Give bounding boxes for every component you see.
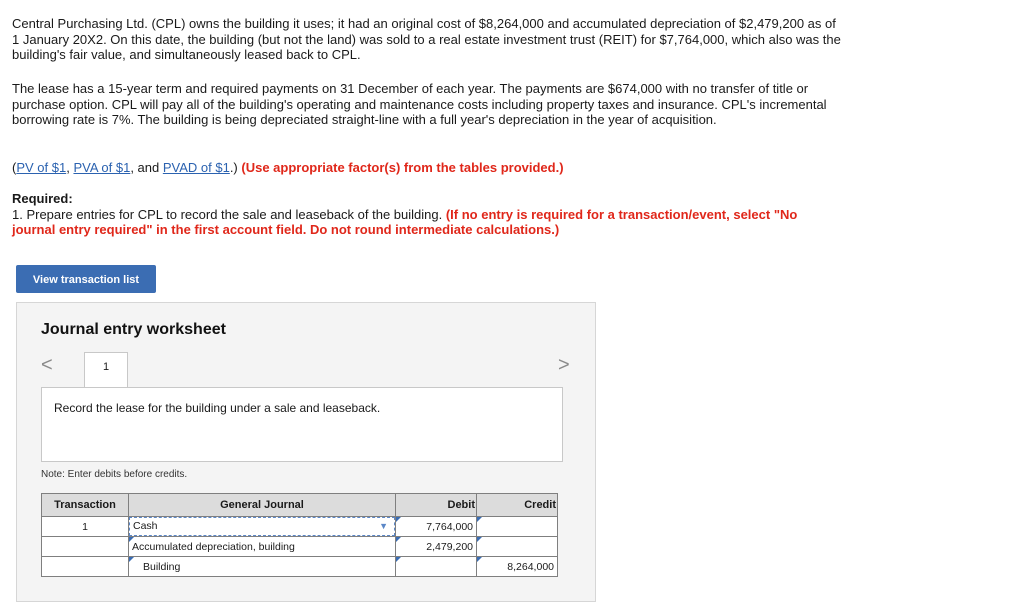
cell-marker-icon <box>477 517 482 522</box>
table-row <box>42 517 558 537</box>
row-transaction: 1 <box>42 517 129 537</box>
debit-value: 2,479,200 <box>426 540 473 553</box>
problem-paragraph-2: The lease has a 15-year term and required payments on 31 December of each year. The payments are $674,000 with no transfer of title or purchase option. CPL will pay all of the building's operating and maintenance costs including property taxes and insurance. CPL's incremental borrowing rate is 7%. The building is being depreciated straight-line with a full year's depreciation in the year of acquisition. <box>12 81 827 128</box>
worksheet-title: Journal entry worksheet <box>41 321 226 338</box>
factors-sep-2: , and <box>130 160 163 175</box>
debit-input[interactable] <box>396 517 477 537</box>
factors-sep-1: , <box>66 160 74 175</box>
credit-input[interactable] <box>477 557 558 577</box>
pv-table-link[interactable]: PV of $1 <box>16 160 67 175</box>
row-transaction <box>42 557 129 577</box>
col-transaction: Transaction <box>42 494 129 517</box>
journal-table <box>41 493 558 577</box>
cell-marker-icon <box>477 557 482 562</box>
worksheet-tab-1[interactable]: 1 <box>84 352 128 388</box>
col-credit: Credit <box>477 494 558 517</box>
pva-table-link[interactable]: PVA of $1 <box>73 160 131 175</box>
table-row <box>42 537 558 557</box>
pvad-table-link[interactable]: PVAD of $1 <box>162 160 230 175</box>
required-note: (If no entry is required for a transaction/event, select "No journal entry required" in the first account field. Do not round intermediate calculations.) <box>12 206 798 238</box>
factors-open: ( <box>12 160 17 175</box>
chevron-left-icon[interactable]: < <box>41 354 53 376</box>
factor-tables-line <box>12 160 842 176</box>
col-general-journal: General Journal <box>129 494 396 517</box>
required-section <box>12 191 842 238</box>
col-debit: Debit <box>396 494 477 517</box>
view-transaction-list-button[interactable]: View transaction list <box>16 265 156 293</box>
problem-paragraph-1: Central Purchasing Ltd. (CPL) owns the building it uses; it had an original cost of $8,264,000 and accumulated depreciation of $2,479,200 as of 1 January 20X2. On this date, the building (but not the land) was sold to a real estate investment trust (REIT) for $7,764,000, which also was the building's fair value, and simultaneously leased back to CPL. <box>12 16 841 63</box>
credit-input[interactable] <box>477 517 558 537</box>
required-item-1 <box>12 207 842 238</box>
credit-value: 8,264,000 <box>507 560 554 573</box>
credit-value <box>551 521 557 533</box>
debit-value: 7,764,000 <box>426 520 473 533</box>
debit-value <box>470 561 476 573</box>
account-select[interactable] <box>129 517 396 537</box>
worksheet-description: Record the lease for the building under a sale and leaseback. <box>41 387 563 462</box>
cell-marker-icon <box>396 557 401 562</box>
cell-marker-icon <box>129 557 134 562</box>
account-value: Building <box>143 560 181 573</box>
cell-marker-icon <box>477 537 482 542</box>
factors-note: (Use appropriate factor(s) from the tables provided.) <box>241 160 564 175</box>
journal-entry-worksheet <box>16 302 596 602</box>
credit-input[interactable] <box>477 537 558 557</box>
account-select[interactable] <box>129 537 396 557</box>
cell-marker-icon <box>396 537 401 542</box>
required-label: Required: <box>12 191 73 206</box>
account-value: Cash <box>133 520 158 532</box>
credit-value <box>551 541 557 553</box>
required-text: 1. Prepare entries for CPL to record the sale and leaseback of the building. <box>12 206 446 222</box>
debit-input[interactable] <box>396 557 477 577</box>
cell-marker-icon <box>396 517 401 522</box>
dropdown-arrow-icon[interactable]: ▼ <box>379 521 388 531</box>
worksheet-note: Note: Enter debits before credits. <box>41 469 188 480</box>
factors-close: .) <box>229 160 242 175</box>
chevron-right-icon[interactable]: > <box>558 354 570 376</box>
row-transaction <box>42 537 129 557</box>
table-row <box>42 557 558 577</box>
account-value: Accumulated depreciation, building <box>132 540 295 553</box>
debit-input[interactable] <box>396 537 477 557</box>
account-select[interactable] <box>129 557 396 577</box>
cell-marker-icon <box>129 537 134 542</box>
